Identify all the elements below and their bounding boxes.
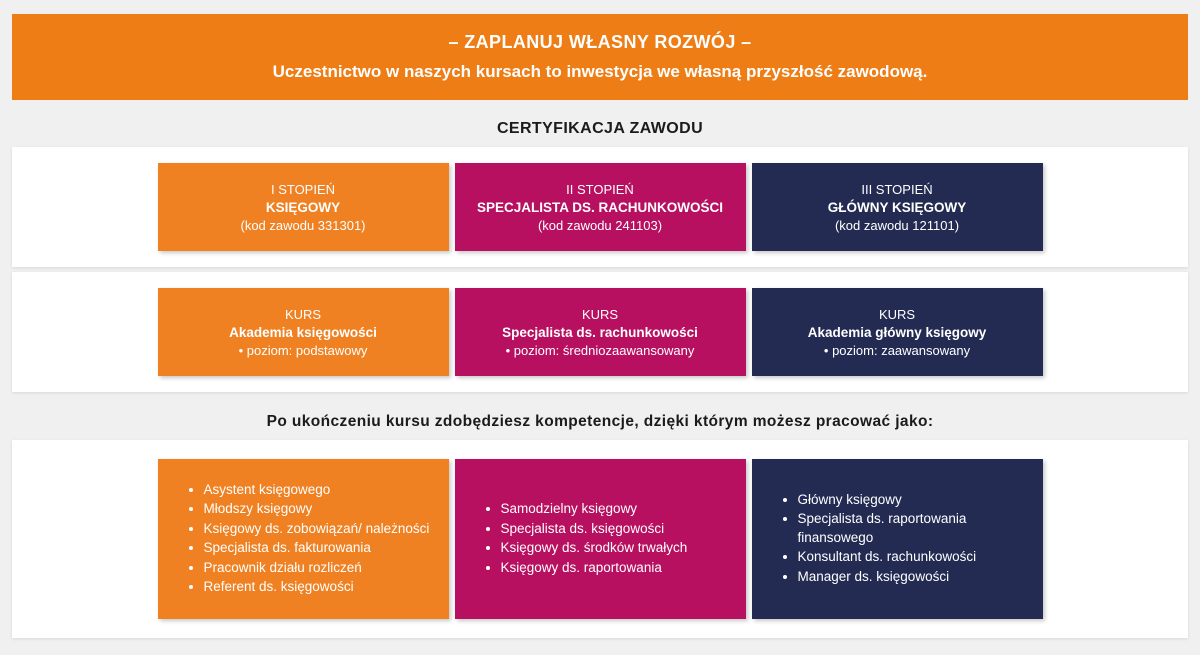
competence-card-3 (752, 459, 1043, 619)
course-name: Akademia księgowości (229, 324, 377, 340)
level-code: (kod zawodu 241103) (537, 217, 663, 233)
list-item: • Konsultant ds. rachunkowości (798, 548, 1033, 567)
levels-row (12, 147, 1188, 267)
levels-panel (12, 147, 1188, 267)
list-item: • Główny księgowy (798, 491, 1033, 510)
list-item: • Specjalista ds. księgowości (501, 520, 688, 539)
level-degree: I STOPIEŃ (270, 181, 336, 197)
course-level: • poziom: podstawowy (238, 342, 368, 358)
competences-row (12, 440, 1188, 638)
list-item: • Księgowy ds. raportowania (501, 559, 688, 578)
promo-banner (12, 14, 1188, 100)
course-name: Akademia główny księgowy (807, 324, 987, 340)
level-name: KSIĘGOWY (265, 199, 341, 215)
list-item: • Specjalista ds. raportowania finansowego (798, 510, 1033, 547)
level-card-2 (455, 163, 746, 251)
list-item: • Asystent księgowego (204, 481, 430, 500)
level-code: (kod zawodu 121101) (834, 217, 960, 233)
courses-row (12, 272, 1188, 392)
level-degree: III STOPIEŃ (861, 181, 933, 197)
level-card-3 (752, 163, 1043, 251)
competence-card-1 (158, 459, 449, 619)
course-card-2 (455, 288, 746, 376)
course-label: KURS (284, 306, 322, 322)
list-item: • Referent ds. księgowości (204, 578, 430, 597)
level-name: GŁÓWNY KSIĘGOWY (827, 199, 967, 215)
courses-panel (12, 272, 1188, 392)
competence-list-3 (762, 491, 1033, 588)
list-item: • Manager ds. księgowości (798, 568, 1033, 587)
level-code: (kod zawodu 331301) (240, 217, 366, 233)
competence-list-2 (465, 500, 688, 578)
competence-list-1 (168, 481, 430, 598)
list-item: • Samodzielny księgowy (501, 500, 688, 519)
list-item: • Młodszy księgowy (204, 500, 430, 519)
level-degree: II STOPIEŃ (566, 181, 634, 197)
level-name: SPECJALISTA DS. RACHUNKOWOŚCI (476, 199, 723, 215)
list-item: • Księgowy ds. zobowiązań/ należności (204, 520, 430, 539)
course-label: KURS (581, 306, 619, 322)
certification-section-title: CERTYFIKACJA ZAWODU (496, 120, 704, 137)
list-item: • Pracownik działu rozliczeń (204, 559, 430, 578)
banner-subheadline: Uczestnictwo w naszych kursach to inwestycja we własną przyszłość zawodową. (272, 62, 928, 81)
competences-panel (12, 440, 1188, 638)
course-level: • poziom: średniozaawansowany (505, 342, 695, 358)
course-card-1 (158, 288, 449, 376)
competence-card-2 (455, 459, 746, 619)
banner-headline: – ZAPLANUJ WŁASNY ROZWÓJ – (448, 32, 752, 52)
list-item: • Księgowy ds. środków trwałych (501, 539, 688, 558)
course-card-3 (752, 288, 1043, 376)
course-name: Specjalista ds. rachunkowości (502, 324, 698, 340)
course-label: KURS (878, 306, 916, 322)
course-level: • poziom: zaawansowany (823, 342, 971, 358)
list-item: • Specjalista ds. fakturowania (204, 539, 430, 558)
competences-section-title: Po ukończeniu kursu zdobędziesz kompetencje, dzięki którym możesz pracować jako: (266, 413, 934, 430)
level-card-1 (158, 163, 449, 251)
